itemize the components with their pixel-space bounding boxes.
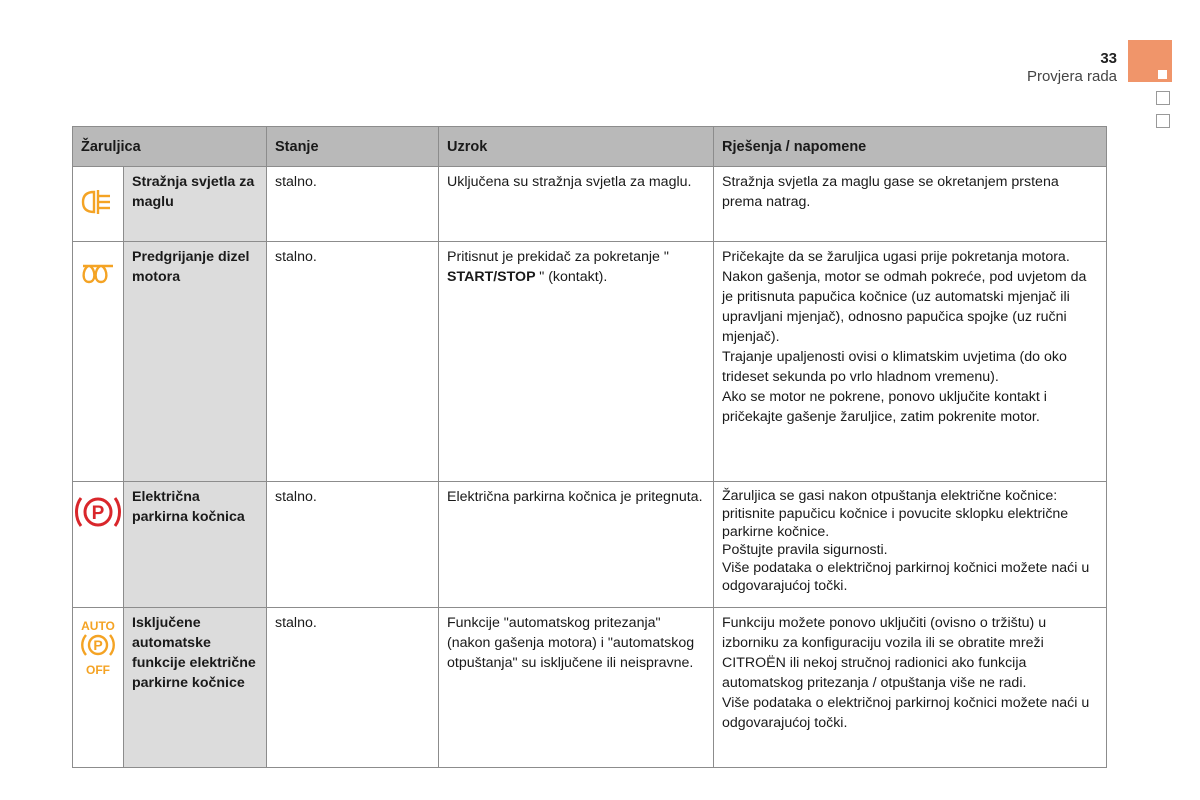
lamp-solution [714, 242, 1107, 482]
lamp-name: Predgrijanje dizel motora [124, 242, 267, 482]
p-letter: P [93, 637, 103, 653]
lamp-solution [714, 482, 1107, 608]
lamp-cause: Funkcije "automatskog pritezanja" (nakon gašenja motora) i "automatskog otpuštanja" su isključene ili neispravne. [439, 608, 714, 768]
lamp-name: Isključene automatske funkcije električne parkirne kočnice [124, 608, 267, 768]
lamp-state: stalno. [267, 167, 439, 242]
header-state: Stanje [267, 127, 439, 167]
header-solution: Rješenja / napomene [714, 127, 1107, 167]
solution-line: Više podataka o električnoj parkirnoj kočnici možete naći u odgovarajućoj točki. [722, 560, 1090, 594]
icon-cell [73, 482, 124, 608]
table-row [73, 167, 1107, 242]
lamp-solution [714, 608, 1107, 768]
svg-text:P: P [91, 503, 105, 524]
lamp-name: Električna parkirna kočnica [124, 482, 267, 608]
solution-line: Žaruljica se gasi nakon otpuštanja električne kočnice: pritisnite papučicu kočnice i povucite sklopku električne parkirne kočnice. [722, 488, 1069, 540]
icon-cell [73, 242, 124, 482]
lamp-cause: Električna parkirna kočnica je pritegnuta. [439, 482, 714, 608]
table-row [73, 482, 1107, 608]
page-number: 33 [1100, 50, 1117, 67]
solution-line: Funkciju možete ponovo uključiti (ovisno o tržištu) u izborniku za konfiguraciju vozila ili se obratite mreži CITROËN ili nekoj stručnoj radionici ako funkcija automatskog pritezanja / otpuštanja više ne radi. [722, 615, 1047, 691]
auto-parking-brake-off-icon [73, 608, 123, 676]
parking-p-icon [79, 632, 117, 658]
table-header-row [73, 127, 1107, 167]
chapter-tab-2 [1156, 114, 1170, 128]
lamp-state: stalno. [267, 242, 439, 482]
lamp-name: Stražnja svjetla za maglu [124, 167, 267, 242]
table-row [73, 242, 1107, 482]
lamp-cause [439, 242, 714, 482]
solution-line: Trajanje upaljenosti ovisi o klimatskim uvjetima (do oko trideset sekunda po vrlo hladnom vremenu). [722, 349, 1067, 385]
cause-text-end: " (kontakt). [539, 269, 608, 285]
solution-line: Više podataka o električnoj parkirnoj kočnici možete naći u odgovarajućoj točki. [722, 695, 1090, 731]
solution-line: Stražnja svjetla za maglu gase se okretanjem prstena prema natrag. [722, 174, 1059, 210]
glow-plug-icon [80, 262, 116, 286]
solution-line: Nakon gašenja, motor se odmah pokreće, pod uvjetom da je pritisnuta papučica kočnice (uz automatski mjenjač ili upravljani mjenjač), odnosno papučica spojke (uz ručni mjenjač). [722, 269, 1087, 345]
section-title: Provjera rada [1026, 68, 1117, 85]
lamp-cause: Uključena su stražnja svjetla za maglu. [439, 167, 714, 242]
lamp-state: stalno. [267, 482, 439, 608]
solution-line: Poštujte pravila sigurnosti. [722, 542, 888, 558]
chapter-tab-active [1128, 40, 1172, 82]
cause-text: Pritisnut je prekidač za pokretanje " [447, 249, 669, 265]
header-lamp: Žaruljica [73, 127, 267, 167]
lamp-solution [714, 167, 1107, 242]
tab-marker [1158, 70, 1167, 79]
off-label: OFF [86, 663, 110, 677]
icon-cell [73, 167, 124, 242]
lamp-state: stalno. [267, 608, 439, 768]
header-cause: Uzrok [439, 127, 714, 167]
icon-cell [73, 608, 124, 768]
chapter-tab-1 [1156, 91, 1170, 105]
rear-fog-lamp-icon [80, 187, 116, 217]
table-row [73, 608, 1107, 768]
electric-parking-brake-icon [73, 492, 123, 532]
auto-label: AUTO [81, 619, 115, 633]
solution-line: Pričekajte da se žaruljica ugasi prije pokretanja motora. [722, 249, 1070, 265]
warning-lamps-table [72, 126, 1107, 768]
start-stop-label: START/STOP [447, 269, 540, 285]
solution-line: Ako se motor ne pokrene, ponovo uključite kontakt i pričekajte gašenje žaruljice, zatim pokrenite motor. [722, 389, 1047, 425]
